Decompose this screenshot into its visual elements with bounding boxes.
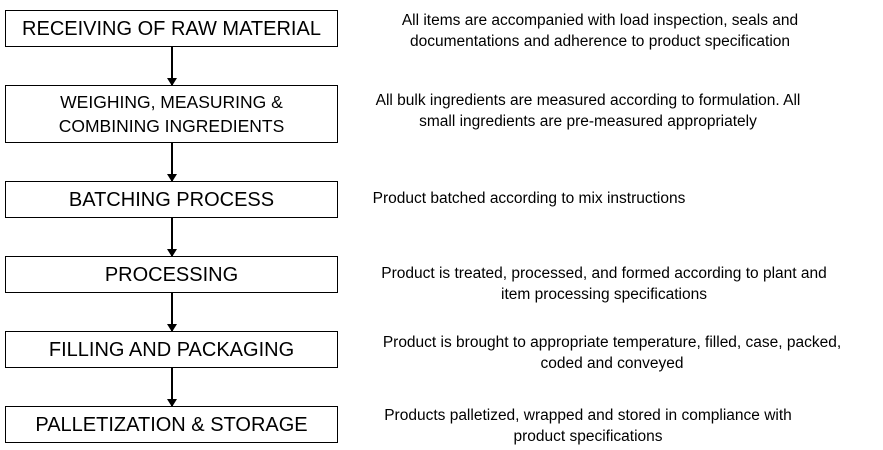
step-weighing-label-line: WEIGHING, MEASURING & bbox=[60, 92, 283, 112]
description-line: Product is brought to appropriate temperature, filled, case, packed, bbox=[382, 334, 842, 351]
flow-arrow bbox=[171, 293, 173, 331]
step-palletization-description bbox=[358, 405, 818, 447]
description-line: small ingredients are pre-measured appropriately bbox=[419, 113, 757, 130]
description-line: Products palletized, wrapped and stored in compliance with bbox=[384, 407, 792, 424]
description-line: item processing specifications bbox=[501, 286, 707, 303]
step-filling-box bbox=[5, 331, 338, 368]
step-filling-label: FILLING AND PACKAGING bbox=[48, 338, 295, 361]
step-weighing-label-line: COMBINING INGREDIENTS bbox=[58, 116, 285, 136]
step-palletization-box bbox=[5, 406, 338, 443]
description-line: Product is treated, processed, and formed according to plant and bbox=[381, 265, 827, 282]
flow-arrow bbox=[171, 368, 173, 406]
step-batching-label: BATCHING PROCESS bbox=[68, 188, 275, 211]
flow-arrow bbox=[171, 143, 173, 181]
step-processing-description bbox=[352, 263, 856, 305]
step-receiving-box bbox=[5, 10, 338, 47]
step-receiving-description bbox=[360, 10, 840, 52]
step-processing-box bbox=[5, 256, 338, 293]
description-line: All bulk ingredients are measured according to formulation. All bbox=[375, 92, 801, 109]
step-receiving-label: RECEIVING OF RAW MATERIAL bbox=[22, 17, 321, 40]
step-filling-description bbox=[352, 332, 872, 374]
description-line: Product batched according to mix instructions bbox=[372, 190, 686, 207]
flow-arrow bbox=[171, 47, 173, 85]
description-line: All items are accompanied with load inspection, seals and bbox=[401, 12, 799, 29]
step-weighing-box bbox=[5, 85, 338, 143]
step-batching-description bbox=[351, 188, 707, 209]
description-line: documentations and adherence to product specification bbox=[410, 33, 790, 50]
step-palletization-label: PALLETIZATION & STORAGE bbox=[35, 413, 308, 436]
step-processing-label: PROCESSING bbox=[104, 263, 239, 286]
step-weighing-description bbox=[346, 90, 830, 132]
step-batching-box bbox=[5, 181, 338, 218]
description-line: product specifications bbox=[513, 428, 663, 445]
description-line: coded and conveyed bbox=[540, 355, 684, 372]
flow-arrow bbox=[171, 218, 173, 256]
